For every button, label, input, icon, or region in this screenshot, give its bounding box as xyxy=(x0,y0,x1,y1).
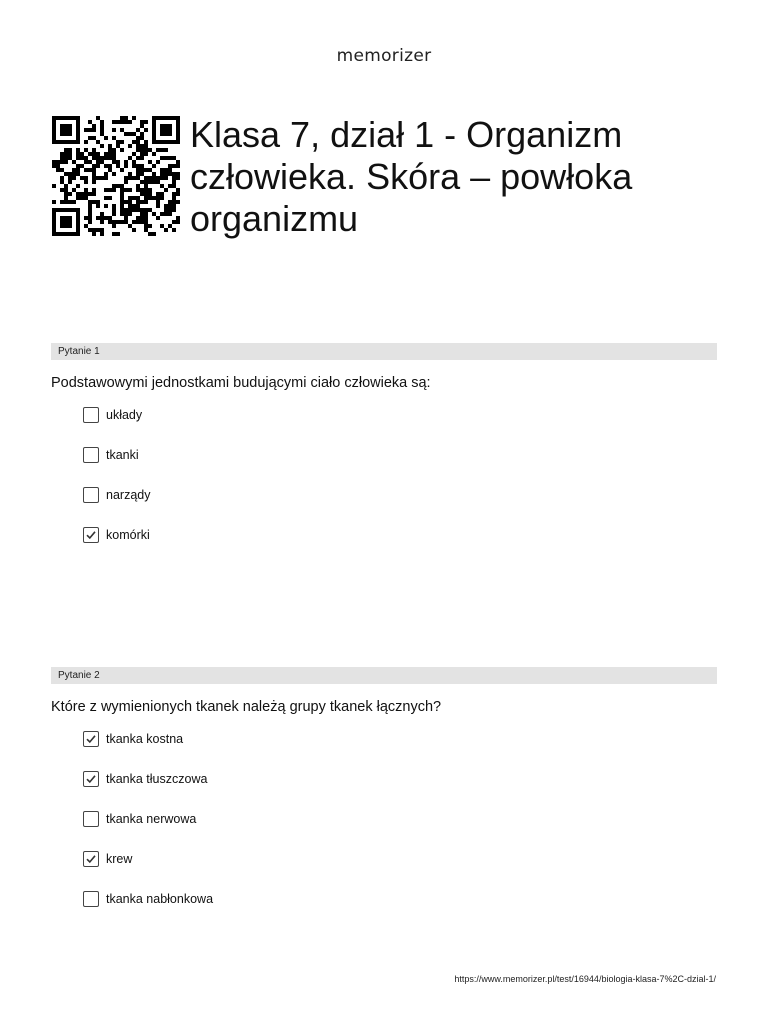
options-list xyxy=(83,731,717,931)
question-2 xyxy=(51,667,717,931)
empty-checkbox-icon[interactable] xyxy=(83,407,99,423)
empty-checkbox-icon[interactable] xyxy=(83,811,99,827)
option-item[interactable] xyxy=(83,811,717,851)
footer-url: https://www.memorizer.pl/test/16944/biologia-klasa-7%2C-dzial-1/ xyxy=(454,974,716,984)
empty-checkbox-icon[interactable] xyxy=(83,487,99,503)
option-label: tkanki xyxy=(106,448,139,462)
option-label: komórki xyxy=(106,528,150,542)
option-label: tkanka kostna xyxy=(106,732,184,746)
option-label: tkanka nerwowa xyxy=(106,812,197,826)
option-item[interactable] xyxy=(83,891,717,931)
question-1 xyxy=(51,343,717,567)
checkmark-icon[interactable] xyxy=(83,731,99,747)
question-header: Pytanie 2 xyxy=(51,667,717,684)
qr-code-icon xyxy=(52,116,180,236)
empty-checkbox-icon[interactable] xyxy=(83,891,99,907)
option-item[interactable] xyxy=(83,527,717,567)
options-list xyxy=(83,407,717,567)
question-text: Podstawowymi jednostkami budującymi ciało człowieka są: xyxy=(51,375,431,391)
option-item[interactable] xyxy=(83,771,717,811)
option-label: układy xyxy=(106,408,143,422)
option-item[interactable] xyxy=(83,851,717,891)
checkmark-icon[interactable] xyxy=(83,527,99,543)
option-label: tkanka nabłonkowa xyxy=(106,892,214,906)
checkmark-icon[interactable] xyxy=(83,851,99,867)
option-item[interactable] xyxy=(83,407,717,447)
checkmark-icon[interactable] xyxy=(83,771,99,787)
empty-checkbox-icon[interactable] xyxy=(83,447,99,463)
option-item[interactable] xyxy=(83,487,717,527)
option-label: tkanka tłuszczowa xyxy=(106,772,208,786)
option-item[interactable] xyxy=(83,731,717,771)
page-title: Klasa 7, dział 1 - Organizm człowieka. Skóra – powłoka organizmu xyxy=(190,114,633,239)
option-item[interactable] xyxy=(83,447,717,487)
question-text: Które z wymienionych tkanek należą grupy tkanek łącznych? xyxy=(51,699,442,715)
option-label: narządy xyxy=(106,488,151,502)
option-label: krew xyxy=(106,852,133,866)
memorizer-logo: memorizer xyxy=(336,46,432,66)
question-header: Pytanie 1 xyxy=(51,343,717,360)
